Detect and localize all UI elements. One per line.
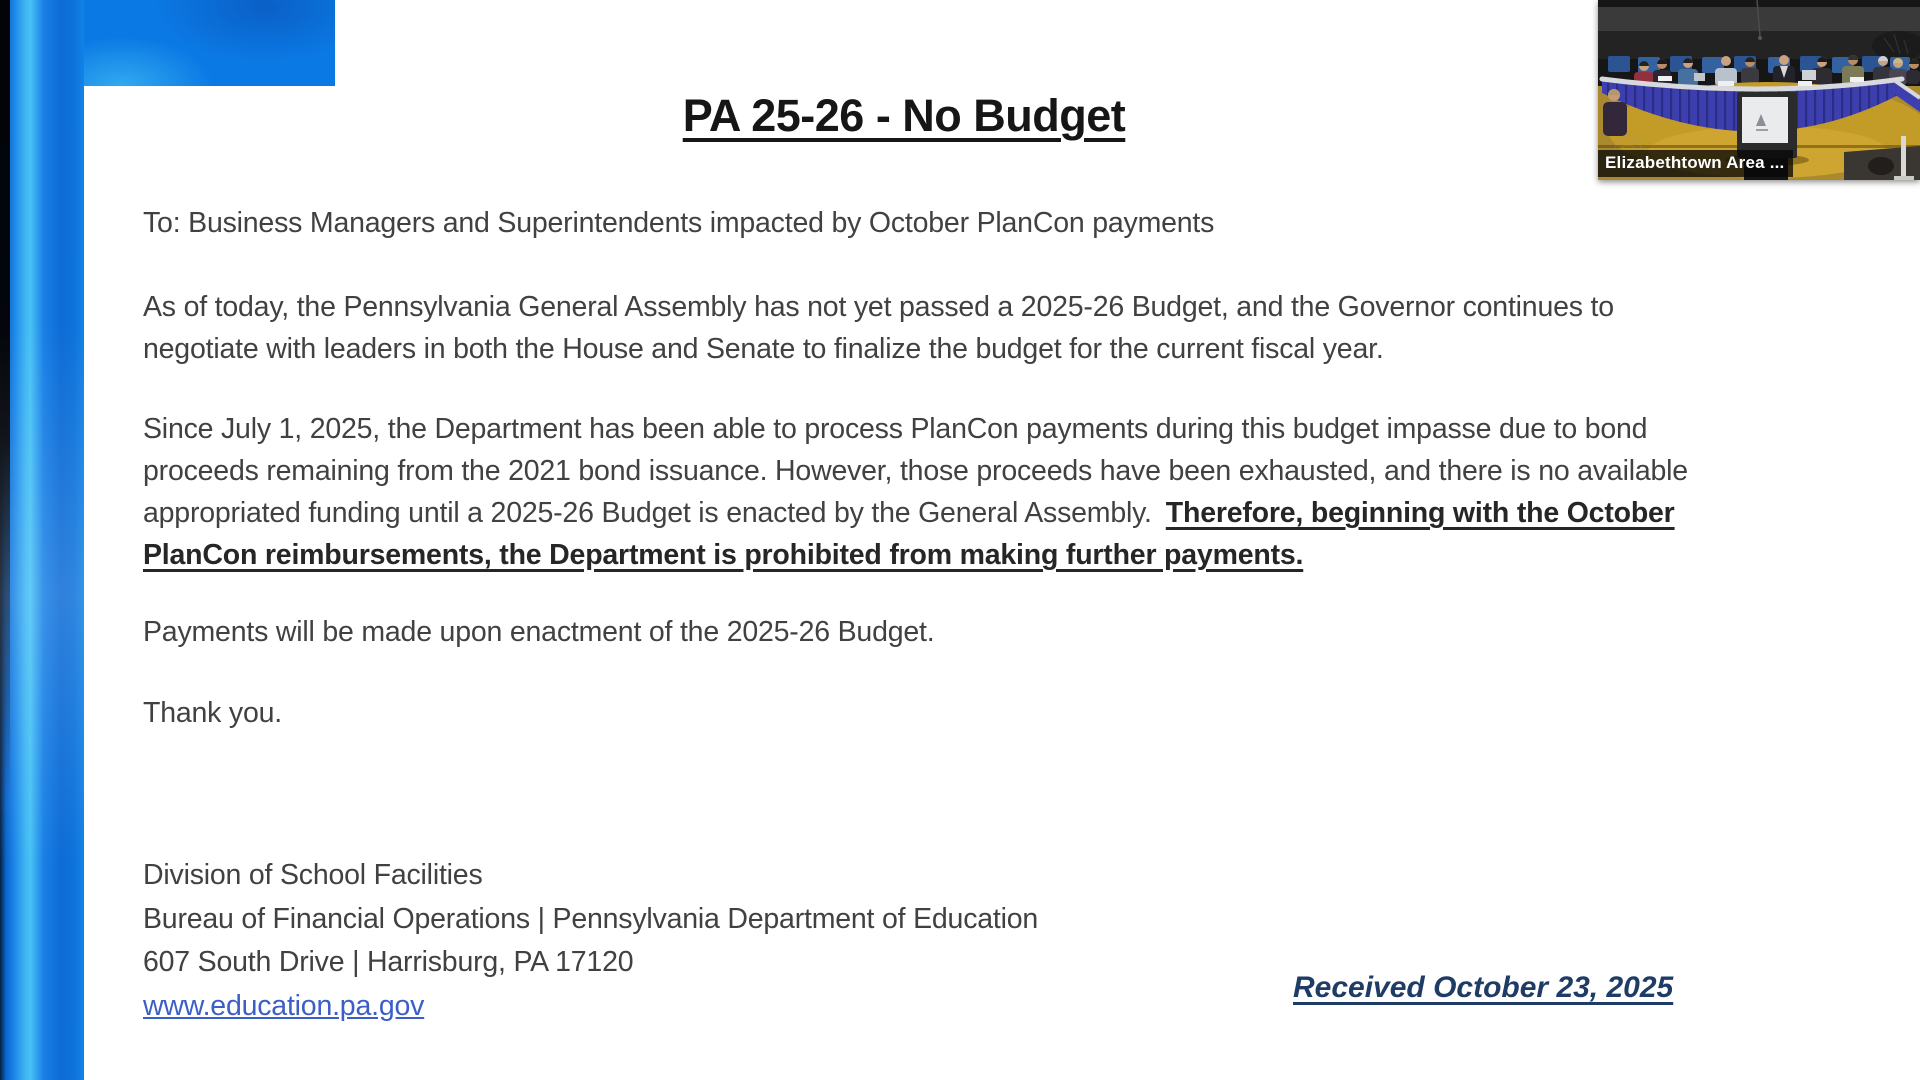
org-division: Division of School Facilities [143, 859, 483, 891]
text-line: negotiate with leaders in both the House and Senate to finalize the budget for the current fiscal year. [143, 332, 1384, 365]
text-line: appropriated funding until a 2025-26 Budget is enacted by the General Assembly. Therefore, beginning with the October [143, 497, 1675, 529]
paragraph-plancon [143, 408, 1688, 576]
emphasized-text: PlanCon reimbursements, the Department is prohibited from making further payments. [143, 539, 1304, 571]
closing-line: Thank you. [143, 697, 282, 729]
recipient-line: To: Business Managers and Superintendents impacted by October PlanCon payments [143, 207, 1215, 239]
page-title: PA 25-26 - No Budget [682, 90, 1126, 142]
webcam-thumbnail[interactable] [1598, 0, 1920, 180]
text-line: As of today, the Pennsylvania General Assembly has not yet passed a 2025-26 Budget, and the Governor continues to [143, 291, 1614, 323]
website-link[interactable]: www.education.pa.gov [143, 989, 425, 1022]
paragraph-assembly [143, 287, 1614, 370]
decorative-side-stripe [0, 0, 84, 1080]
text-line [143, 534, 1688, 576]
signature-block [143, 854, 1038, 1028]
org-address: 607 South Drive | Harrisburg, PA 17120 [143, 946, 634, 978]
paragraph-payments: Payments will be made upon enactment of the 2025-26 Budget. [143, 616, 935, 648]
text-line: Since July 1, 2025, the Department has been able to process PlanCon payments during this budget impasse due to bond [143, 413, 1648, 445]
participant-name-label: Elizabethtown Area ... [1598, 150, 1793, 177]
decorative-corner-block [84, 0, 335, 86]
text-line: proceeds remaining from the 2021 bond issuance. However, those proceeds have been exhausted, and there is no available [143, 455, 1688, 487]
org-bureau: Bureau of Financial Operations | Pennsylvania Department of Education [143, 902, 1039, 935]
emphasized-text: Therefore, beginning with the October [1165, 497, 1675, 529]
received-date-stamp: Received October 23, 2025 [1293, 971, 1674, 1004]
